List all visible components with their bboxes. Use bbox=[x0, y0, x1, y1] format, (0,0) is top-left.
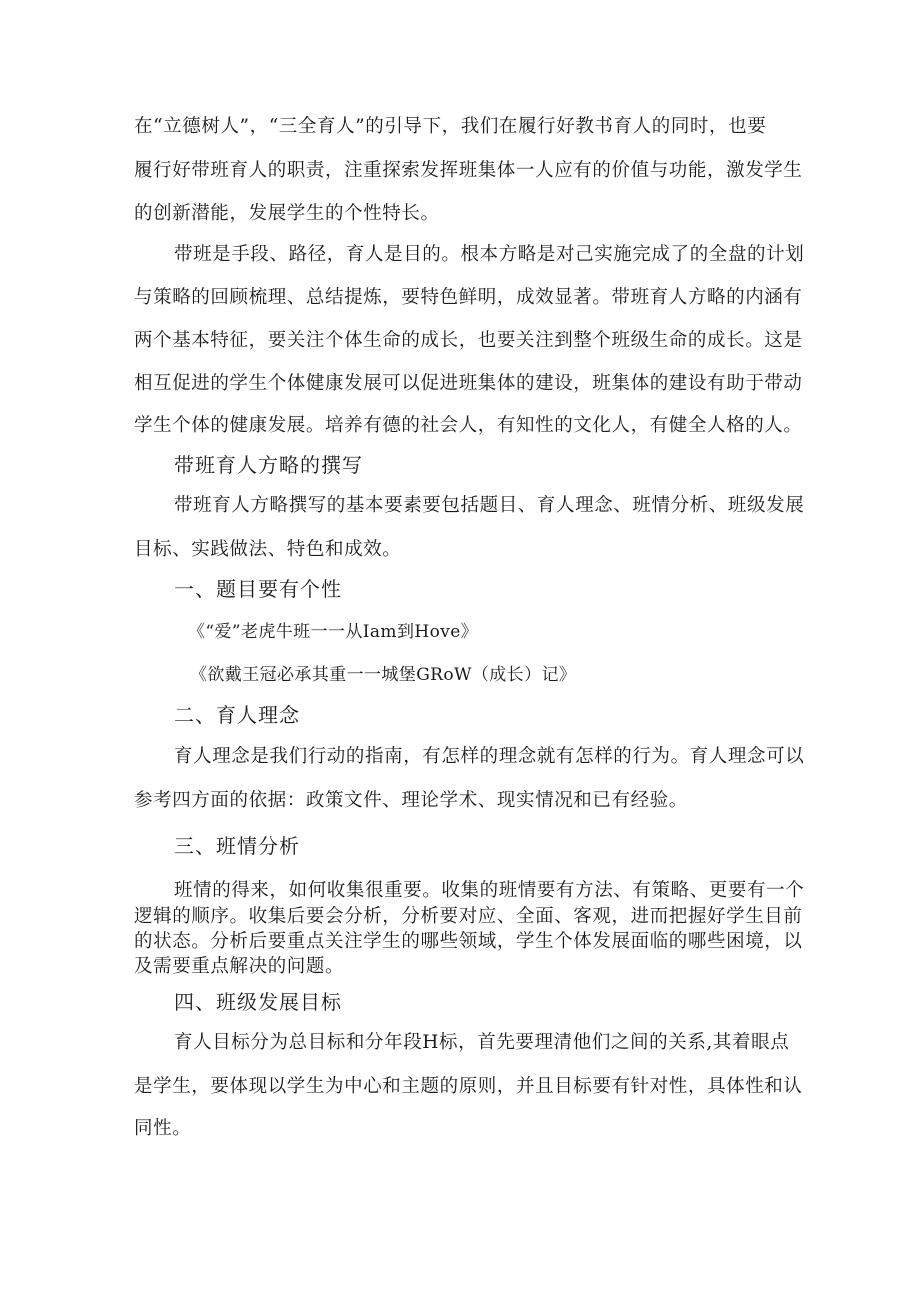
goals-line-2: 是学生，要体现以学生为中心和主题的原则，并且目标要有针对性，具体性和认 bbox=[134, 1076, 803, 1097]
section-heading-title: 一、题目要有个性 bbox=[174, 577, 342, 601]
analysis-line-4: 及需要重点解决的问题。 bbox=[134, 956, 345, 977]
strategy-line-3: 两个基本特征，要关注个体生命的成长，也要关注到整个班级生命的成长。这是 bbox=[134, 330, 803, 351]
section-heading-goals: 四、班级发展目标 bbox=[174, 990, 342, 1014]
strategy-line-4: 相互促进的学生个体健康发展可以促进班集体的建设，班集体的建设有助于带动 bbox=[134, 373, 803, 394]
intro-line-2: 履行好带班育人的职责，注重探索发挥班集体一人应有的价值与功能，激发学生 bbox=[134, 160, 803, 181]
analysis-line-1: 班情的得来，如何收集很重要。收集的班情要有方法、有策略、更要有一个 bbox=[174, 880, 805, 901]
example-title-1: 《“爱”老虎牛班一一从Iam到Hove》 bbox=[188, 622, 479, 642]
analysis-line-3: 的状态。分析后要重点关注学生的哪些领域，学生个体发展面临的哪些困境，以 bbox=[134, 931, 803, 952]
section-heading-analysis: 三、班情分析 bbox=[174, 834, 300, 858]
elements-line-2: 目标、实践做法、特色和成效。 bbox=[134, 539, 402, 560]
strategy-line-5: 学生个体的健康发展。培养有德的社会人，有知性的文化人，有健全人格的人。 bbox=[134, 415, 803, 436]
goals-line-3: 同性。 bbox=[134, 1118, 192, 1139]
strategy-line-2: 与策略的回顾梳理、总结提炼，要特色鲜明，成效显著。带班育人方略的内涵有 bbox=[134, 287, 803, 308]
philosophy-line-2: 参考四方面的依据：政策文件、理论学术、现实情况和已有经验。 bbox=[134, 790, 688, 811]
section-heading-writing: 带班育人方略的撰写 bbox=[174, 453, 363, 477]
intro-line-1: 在“立德树人”，“三全育人”的引导下，我们在履行好教书育人的同时，也要 bbox=[134, 116, 767, 137]
analysis-line-2: 逻辑的顺序。收集后要会分析，分析要对应、全面、客观，进而把握好学生目前 bbox=[134, 906, 803, 927]
goals-line-1: 育人目标分为总目标和分年段H标，首先要理清他们之间的关系,其着眼点 bbox=[174, 1032, 790, 1053]
philosophy-line-1: 育人理念是我们行动的指南，有怎样的理念就有怎样的行为。育人理念可以 bbox=[174, 746, 805, 767]
strategy-line-1: 带班是手段、路径，育人是目的。根本方略是对己实施完成了的全盘的计划 bbox=[174, 244, 805, 265]
section-heading-philosophy: 二、育人理念 bbox=[174, 703, 300, 727]
example-title-2: 《欲戴王冠必承其重一一城堡GRoW（成长）记》 bbox=[190, 665, 577, 685]
intro-line-3: 的创新潜能，发展学生的个性特长。 bbox=[134, 203, 440, 224]
elements-line-1: 带班育人方略撰写的基本要素要包括题目、育人理念、班情分析、班级发展 bbox=[174, 495, 805, 516]
